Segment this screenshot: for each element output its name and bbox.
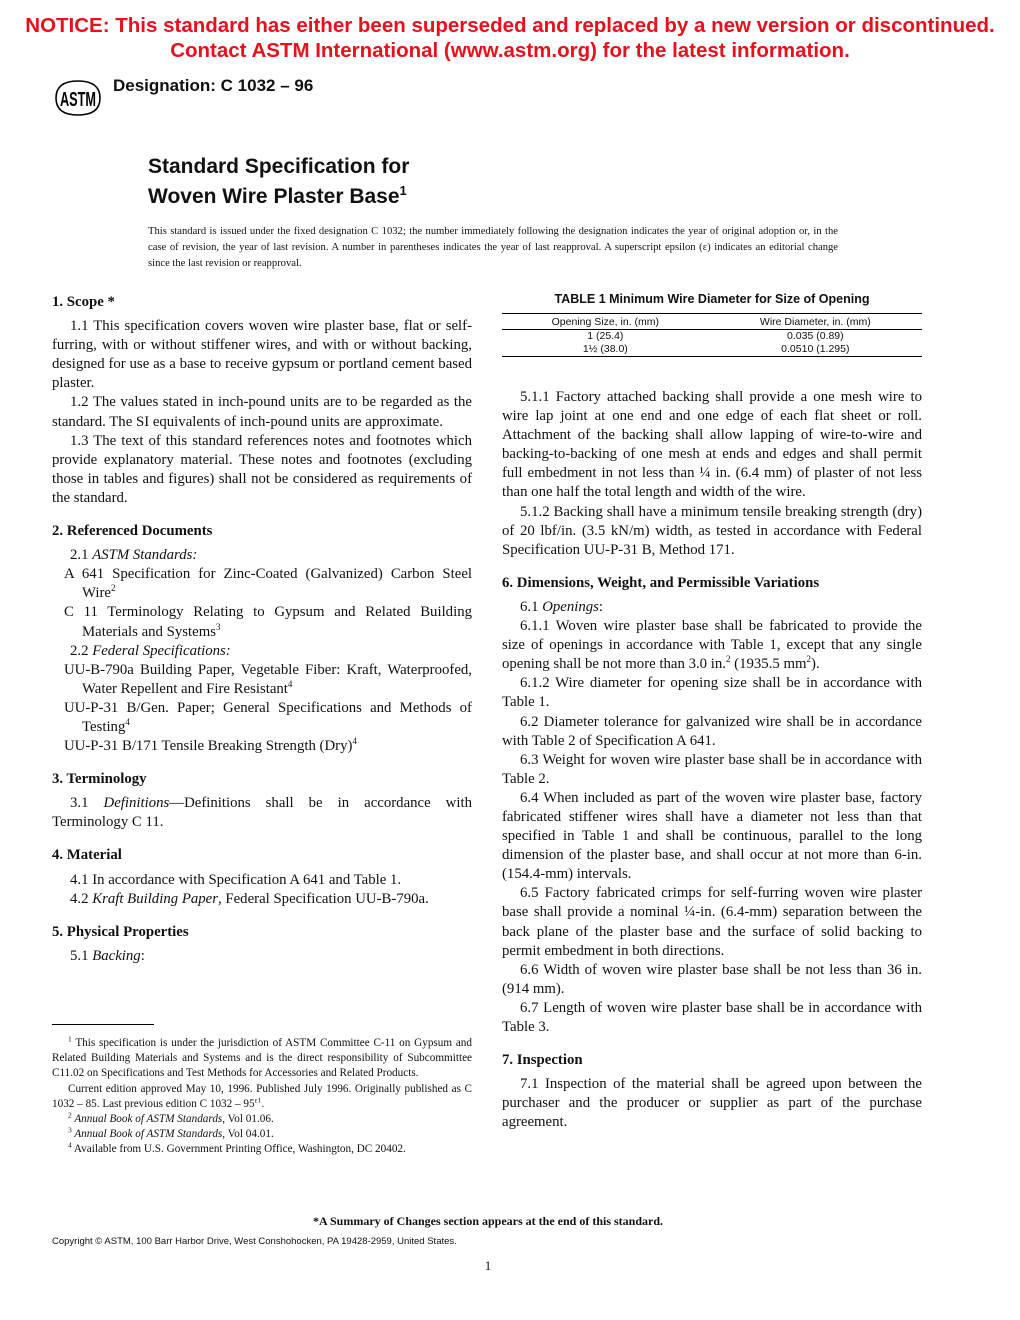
ref-c11-text: C 11 Terminology Relating to Gypsum and Related Building Materials and Systems xyxy=(64,604,472,640)
para-6-1-1-c: ). xyxy=(811,656,820,673)
section-6-heading: 6. Dimensions, Weight, and Permissible Variations xyxy=(502,574,820,591)
footnote-1-edition-sup: ε1 xyxy=(254,1095,262,1105)
footnote-1-text: This specification is under the jurisdiction of ASTM Committee C-11 on Gypsum and Related Building Materials and Systems and is the direct responsibility of Subcommittee C11.02 on Specifications and Test Methods for Accessories and Related Products. xyxy=(52,1037,472,1080)
para-2-1-num: 2.1 xyxy=(70,547,93,564)
section-7 xyxy=(502,1051,922,1132)
para-4-2-text: , Federal Specification UU-B-790a. xyxy=(217,890,429,907)
para-6-1-title: Openings xyxy=(542,598,599,615)
title-line-2 xyxy=(148,178,407,209)
footnote-3-text: , Vol 04.01. xyxy=(222,1128,274,1141)
ref-c11 xyxy=(52,603,472,641)
table-header-opening: Opening Size, in. (mm) xyxy=(502,314,709,330)
astm-logo-text: ASTM xyxy=(60,89,96,111)
ref-uup31b-171-text: UU-P-31 B/171 Tensile Breaking Strength (Dry) xyxy=(64,738,353,755)
para-6-7: 6.7 Length of woven wire plaster base shall be in accordance with Table 3. xyxy=(502,999,922,1035)
para-3-1-text: —Definitions shall be in accordance with Terminology C 11. xyxy=(52,795,472,831)
para-1-1: 1.1 This specification covers woven wire plaster base, flat or self-furring, with or without stiffener wires, and with or without backing, designed for use as a base to receive gypsum or portland cement based plaster. xyxy=(52,318,472,392)
footnote-1-edition-end: . xyxy=(261,1097,265,1110)
footnote-1-edition xyxy=(52,1082,472,1112)
para-2-1-title: ASTM Standards: xyxy=(92,547,198,564)
para-6-5: 6.5 Factory fabricated crimps for self-furring woven wire plaster base shall provide a nominal ¼-in. (6.4-mm) separation between the back plane of the plaster base and the surface of solid backing to permit embedment in both directions. xyxy=(502,885,922,959)
para-4-2-title: Kraft Building Paper xyxy=(92,890,218,907)
designation: Designation: C 1032 – 96 xyxy=(113,76,314,95)
footnote-1 xyxy=(52,1036,472,1082)
section-4-heading: 4. Material xyxy=(52,847,122,864)
para-4-1: 4.1 In accordance with Specification A 641 and Table 1. xyxy=(70,871,402,888)
ref-a641 xyxy=(52,565,472,603)
para-6-1-num: 6.1 xyxy=(520,598,543,615)
para-5-1 xyxy=(52,947,472,966)
footnote-2-mark: 2 xyxy=(68,1110,72,1120)
title-text: Woven Wire Plaster Base xyxy=(148,185,400,208)
para-4-2 xyxy=(52,890,472,909)
notice-line-2: Contact ASTM International (www.astm.org) for the latest information. xyxy=(170,39,850,62)
para-6-1-1-a: 6.1.1 Woven wire plaster base shall be fabricated to provide the size of openings in accordance with Table 1, except that any single opening shall be not more than 3.0 in. xyxy=(502,618,922,673)
ref-c11-sup: 3 xyxy=(215,621,221,632)
section-5 xyxy=(52,923,472,966)
para-3-1-title: Definitions xyxy=(103,795,170,812)
para-3-1-num: 3.1 xyxy=(70,795,104,812)
section-7-heading: 7. Inspection xyxy=(502,1052,583,1069)
table-header-row xyxy=(502,314,922,330)
notice-line-1: NOTICE: This standard has either been superseded and replaced by a new version or discontinued. xyxy=(25,14,995,37)
section-6 xyxy=(502,574,922,1037)
footnote-2-title: Annual Book of ASTM Standards xyxy=(71,1113,223,1126)
issuance-statement: This standard is issued under the fixed designation C 1032; the number immediately following the designation indicates the year of original adoption or, in the case of revision, the year of last revision. A number in parentheses indicates the year of last reapproval. A superscript epsilon (ε) indicates an editorial change since the last revision or reapproval. xyxy=(148,226,838,269)
footnotes xyxy=(52,1036,472,1158)
ref-uup31b-gen-sup: 4 xyxy=(125,717,130,728)
copyright: Copyright © ASTM, 100 Barr Harbor Drive, West Conshohocken, PA 19428-2959, United States. xyxy=(52,1236,457,1247)
footnote-3 xyxy=(52,1127,472,1142)
para-6-1-1-b: (1935.5 mm xyxy=(730,656,807,673)
para-5-1-text: : xyxy=(140,947,145,964)
section-5-heading: 5. Physical Properties xyxy=(52,923,189,940)
footnote-4-text: Available from U.S. Government Printing Office, Washington, DC 20402. xyxy=(71,1143,406,1156)
para-6-3: 6.3 Weight for woven wire plaster base shall be in accordance with Table 2. xyxy=(502,751,922,787)
astm-logo xyxy=(52,78,104,118)
section-4 xyxy=(52,846,472,908)
para-6-1-1-sup1: 2 xyxy=(725,654,731,665)
para-2-2 xyxy=(52,642,472,661)
table-row xyxy=(502,330,922,344)
ref-a641-sup: 2 xyxy=(110,583,116,594)
para-5-1-2: 5.1.2 Backing shall have a minimum tensile breaking strength (dry) of 20 lbf/in. (3.5 kN/m) width, as tested in accordance with Federal Specification UU-P-31 B, Method 171. xyxy=(502,503,922,558)
section-2 xyxy=(52,522,472,756)
para-4-2-num: 4.2 xyxy=(70,890,93,907)
ref-uup31b-171 xyxy=(52,737,472,756)
footnote-rule xyxy=(52,1024,154,1025)
para-7-1: 7.1 Inspection of the material shall be agreed upon between the purchaser and the producer or supplier as part of the purchase agreement. xyxy=(502,1076,922,1131)
footnote-3-mark: 3 xyxy=(68,1125,72,1135)
ref-uub790a-text: UU-B-790a Building Paper, Vegetable Fiber: Kraft, Waterproofed, Water Repellent and Fire Resistant xyxy=(64,661,472,697)
footnote-1-edition-text: Current edition approved May 10, 1996. Published July 1996. Originally published as C 1032 – 85. Last previous edition C 1032 – 95 xyxy=(52,1082,472,1110)
footnote-4 xyxy=(52,1142,472,1157)
left-column xyxy=(52,293,472,966)
para-2-1 xyxy=(52,546,472,565)
table-row xyxy=(502,343,922,357)
table-1-grid xyxy=(502,313,922,357)
para-6-1 xyxy=(502,598,922,617)
right-column xyxy=(502,388,922,1132)
footnote-2 xyxy=(52,1112,472,1127)
para-5-1-num: 5.1 xyxy=(70,947,93,964)
table-1-caption: TABLE 1 Minimum Wire Diameter for Size of Opening xyxy=(554,292,870,306)
table-cell: 0.035 (0.89) xyxy=(787,330,844,342)
para-6-6: 6.6 Width of woven wire plaster base shall be not less than 36 in. (914 mm). xyxy=(502,961,922,997)
para-5-1-1: 5.1.1 Factory attached backing shall provide a one mesh wire to wire lap joint at one end and one edge of each flat sheet or roll. Attachment of the backing shall allow lapping of wire-to-wire and backing-to-backing of one mesh at ends and edges and shall permit full embedment in not less than ¼ in. (6.4 mm) of plaster of not less than one half the total length and width of the wire. xyxy=(502,389,922,501)
ref-uup31b-171-sup: 4 xyxy=(352,736,357,747)
page-number: 1 xyxy=(484,1258,492,1273)
table-cell: 1½ (38.0) xyxy=(502,343,709,357)
ref-uup31b-gen xyxy=(52,699,472,737)
para-6-1-1-sup2: 2 xyxy=(806,654,812,665)
table-1 xyxy=(502,292,922,357)
para-5-1-title: Backing xyxy=(92,947,141,964)
para-6-1-text: : xyxy=(598,598,604,615)
para-6-1-1 xyxy=(502,617,922,674)
table-cell: 1 (25.4) xyxy=(587,330,624,342)
section-2-heading: 2. Referenced Documents xyxy=(52,523,213,540)
summary-note: *A Summary of Changes section appears at the end of this standard. xyxy=(312,1214,664,1228)
para-6-4: 6.4 When included as part of the woven wire plaster base, factory fabricated stiffener wires shall have a diameter not less than that specified in Table 1 and shall be continuous, parallel to the long dimension of the plaster base, and shall occur at not more than 6-in. (154.4-mm) intervals. xyxy=(502,789,922,883)
ref-a641-text: A 641 Specification for Zinc-Coated (Galvanized) Carbon Steel Wire xyxy=(64,566,472,602)
ref-uub790a xyxy=(52,661,472,699)
para-3-1 xyxy=(52,794,472,832)
para-2-2-title: Federal Specifications: xyxy=(92,642,231,659)
table-header-wire: Wire Diameter, in. (mm) xyxy=(709,314,922,330)
title-footnote-mark: 1 xyxy=(399,183,407,198)
ref-uup31b-gen-text: UU-P-31 B/Gen. Paper; General Specifications and Methods of Testing xyxy=(64,699,472,735)
footnote-4-mark: 4 xyxy=(68,1140,72,1150)
section-3-heading: 3. Terminology xyxy=(52,771,147,788)
section-1-heading: 1. Scope * xyxy=(52,294,115,310)
para-6-1-2: 6.1.2 Wire diameter for opening size shall be in accordance with Table 1. xyxy=(502,675,922,711)
para-2-2-num: 2.2 xyxy=(70,642,93,659)
section-3 xyxy=(52,770,472,832)
footnote-1-mark: 1 xyxy=(68,1034,72,1044)
table-cell: 0.0510 (1.295) xyxy=(709,343,922,357)
title-line-1: Standard Specification for xyxy=(148,155,410,178)
footnote-3-title: Annual Book of ASTM Standards xyxy=(71,1128,223,1141)
ref-uub790a-sup: 4 xyxy=(287,678,293,689)
footnote-2-text: , Vol 01.06. xyxy=(222,1113,274,1126)
para-1-3: 1.3 The text of this standard references notes and footnotes which provide explanatory material. These notes and footnotes (excluding those in tables and figures) shall not be considered as requirements of the standard. xyxy=(52,432,472,506)
para-6-2: 6.2 Diameter tolerance for galvanized wire shall be in accordance with Table 2 of Specification A 641. xyxy=(502,713,922,749)
para-1-2: 1.2 The values stated in inch-pound units are to be regarded as the standard. The SI equivalents of inch-pound units are approximate. xyxy=(52,394,472,430)
